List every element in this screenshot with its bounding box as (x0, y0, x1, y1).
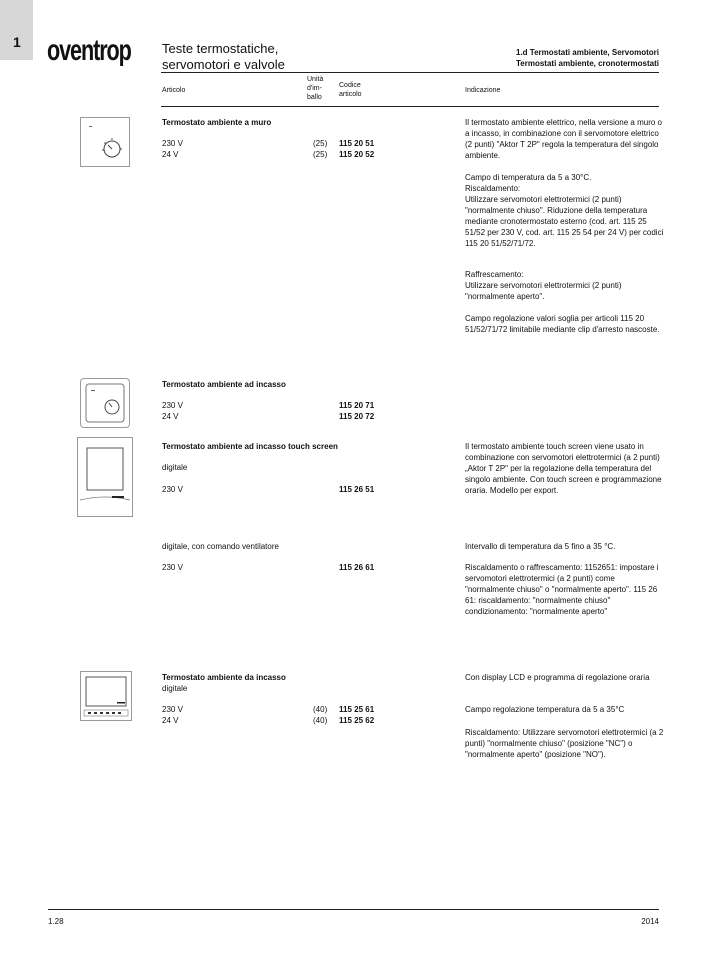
col-unita: Unità d'im- ballo (307, 76, 324, 101)
description: Il termostato ambiente elettrico, nella versione a muro o a incasso, in combinazione con il servomotore elettrico (2 punti) "Aktor T 2P" regola la temperatura del singolo ambiente. (465, 118, 662, 160)
row-code: 115 26 51 (339, 485, 375, 494)
description: Campo regolazione temperatura da 5 a 35°C (465, 705, 625, 714)
row-unit: (40) (313, 716, 328, 725)
category-heading: 1.d Termostati ambiente, Servomotori Termostati ambiente, cronotermostati (516, 48, 659, 68)
thermostat-wall-image (80, 117, 130, 167)
row-label: 24 V (162, 412, 179, 421)
row-label: 24 V (162, 716, 179, 725)
description: Riscaldamento: Utilizzare servomotori elettrotermici (a 2 punti) "normalmente chiuso" (posizione "NC") o "normalmente aperto" (posizione "NO"). (465, 728, 664, 759)
product-subtitle: digitale, con comando ventilatore (162, 542, 279, 551)
description: Con display LCD e programma di regolazione oraria (465, 673, 650, 682)
thermostat-dial-icon (81, 118, 129, 166)
col-indicazione: Indicazione (465, 87, 501, 94)
col-codice: Codice articolo (339, 82, 362, 98)
description: Raffrescamento: (465, 270, 524, 279)
product-title: Termostato ambiente da incasso (162, 673, 286, 682)
chapter-number: 1 (13, 34, 21, 50)
description: Riscaldamento o raffrescamento: 1152651: impostare i servomotori elettrotermici (a 2 punti) come "normalmente chiuso" o "normalmente aperto". 115 26 61: riscaldamento: "normalmente chiuso" condizionamento: "normalmente aperto" (465, 563, 659, 616)
thermostat-flush-image (80, 378, 130, 428)
lcd-thermostat-image (80, 671, 132, 721)
section-title: Teste termostatiche, servomotori e valvole (162, 41, 285, 72)
page-number: 1.28 (48, 917, 64, 926)
description: Utilizzare servomotori elettrotermici (2 punti) "normalmente chiuso". Riduzione della temperatura mediante cronotermostato esterno (cod. art. 115 25 51/52 per 230 V, cod. art. 115 25 54 per 24 V) per codici 115 20 51/52/71/72. (465, 195, 664, 248)
row-label: 230 V (162, 705, 183, 714)
row-label: 230 V (162, 485, 183, 494)
row-code: 115 26 61 (339, 563, 375, 572)
brand-logo: oventrop (47, 34, 131, 67)
description: Campo di temperatura da 5 a 30°C. (465, 173, 592, 182)
row-unit: (40) (313, 705, 328, 714)
row-code: 115 20 51 (339, 139, 375, 148)
row-code: 115 20 52 (339, 150, 375, 159)
description: Campo regolazione valori soglia per articoli 115 20 51/52/71/72 limitabile mediante clip d'arresto nascoste. (465, 314, 660, 334)
col-articolo: Articolo (162, 87, 186, 94)
row-unit: (25) (313, 139, 328, 148)
description: Intervallo di temperatura da 5 fino a 35 °C. (465, 542, 616, 551)
row-label: 230 V (162, 401, 183, 410)
year: 2014 (641, 917, 659, 926)
product-title: Termostato ambiente a muro (162, 118, 272, 127)
product-title: Termostato ambiente ad incasso (162, 380, 286, 389)
row-label: 230 V (162, 139, 183, 148)
product-subtitle: digitale (162, 684, 188, 693)
row-code: 115 20 71 (339, 401, 375, 410)
product-subtitle: digitale (162, 463, 188, 472)
description: Riscaldamento: (465, 184, 521, 193)
touchscreen-thermostat-image (77, 437, 133, 517)
row-label: 230 V (162, 563, 183, 572)
description: Il termostato ambiente touch screen viene usato in combinazione con servomotori elettrotermici (a 2 punti) „Aktor T 2P" per la regolazione della temperatura del singolo ambiente. Con touch screen e programmazione oraria. Modello per export. (465, 442, 662, 495)
row-unit: (25) (313, 150, 328, 159)
touchscreen-icon (78, 438, 132, 516)
chapter-tab (0, 0, 33, 60)
product-title: Termostato ambiente ad incasso touch screen (162, 442, 338, 451)
row-code: 115 25 62 (339, 716, 375, 725)
thermostat-dial-icon (81, 379, 129, 427)
header-rule (161, 72, 659, 73)
column-header-rule (161, 106, 659, 107)
row-label: 24 V (162, 150, 179, 159)
lcd-display-icon (81, 672, 131, 720)
footer-rule (48, 909, 659, 910)
row-code: 115 20 72 (339, 412, 375, 421)
row-code: 115 25 61 (339, 705, 375, 714)
description: Utilizzare servomotori elettrotermici (2 punti) "normalmente aperto". (465, 281, 622, 301)
